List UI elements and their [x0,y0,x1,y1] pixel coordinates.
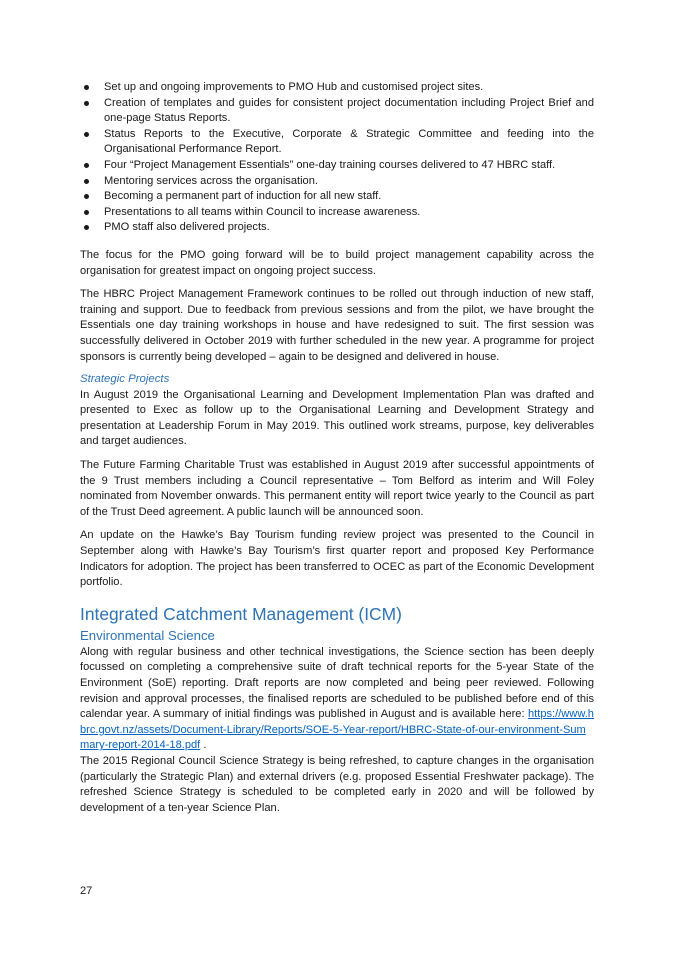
bullet-icon [84,210,89,215]
bullet-text: Set up and ongoing improvements to PMO Hub and customised project sites. [104,81,484,93]
pmo-focus-paragraph: The focus for the PMO going forward will be to build project management capability across the organisation for greatest impact on ongoing project success. [80,248,594,277]
bullet-item [80,220,594,236]
bullet-item [80,205,594,221]
bullet-icon [84,194,89,199]
bullet-icon [84,225,89,230]
bullet-icon [84,179,89,184]
strategic-projects-heading: Strategic Projects [80,373,170,386]
science-soe-paragraph [80,645,594,754]
strategic-tourism-paragraph: An update on the Hawke’s Bay Tourism funding review project was presented to the Council in September along with Hawke’s Bay Tourism’s first quarter report and proposed Key Performance Indicators for adoption. The project has been transferred to OCEC as part of the Economic Development portfolio. [80,529,594,589]
pmo-bullet-list [80,80,594,236]
strategic-learning-paragraph: In August 2019 the Organisational Learning and Development Implementation Plan was drafted and presented to Exec as follow up to the Organisational Learning and Development Strategy and presentation at Leadership Forum in May 2019. This outlined work streams, purpose, key deliverables and target audiences. [80,388,594,448]
bullet-icon [84,132,89,137]
bullet-text: Status Reports to the Executive, Corporate & Strategic Committee and feeding into the Organisational Performance Report. [104,127,594,156]
bullet-text: Presentations to all teams within Council to increase awareness. [104,205,421,218]
bullet-item [80,189,594,205]
science-soe-text: Along with regular business and other technical investigations, the Science section has been deeply focussed on completing a comprehensive suite of draft technical reports for the 5-year State of the Environment (SoE) reporting. Draft reports are now completed and being peer reviewed. Following revision and approval processes, the finalised reports are scheduled to be published before end of this calendar year. A summary of initial findings was published in August and is available here: [80,645,594,721]
environmental-science-heading: Environmental Science [80,627,215,643]
link-suffix: . [200,739,207,752]
bullet-icon [84,163,89,168]
strategic-trust-paragraph: The Future Farming Charitable Trust was established in August 2019 after successful appointments of the 9 Trust members including a Council representative – Tom Belford as interim and Will Foley nominated from November onwards. This permanent entity will report twice yearly to the Council as part of the Trust Deed agreement. A public launch will be announced soon. [80,459,594,518]
bullet-item [80,96,594,127]
bullet-text: Becoming a permanent part of induction for all new staff. [104,190,382,203]
document-page [80,80,594,816]
science-strategy-paragraph: The 2015 Regional Council Science Strategy is being refreshed, to capture changes in the organisation (particularly the Strategic Plan) and external drivers (e.g. proposed Essential Freshwater package). The refreshed Science Strategy is scheduled to be completed early in 2020 and will be followed by development of a ten-year Science Plan. [80,754,594,814]
pmo-framework-paragraph: The HBRC Project Management Framework continues to be rolled out through induction of new staff, training and support. Due to feedback from previous sessions and from the pilot, we have brought the Essentials one day training workshops in house and have redesigned to suit. The first session was successfully delivered in October 2019 with further scheduled in the new year. A programme for project sponsors is currently being developed – again to be designed and delivered in house. [80,288,594,363]
bullet-item [80,127,594,158]
soe-report-link[interactable]: https://www.hbrc.govt.nz/assets/Document-Library/Reports/SOE-5-Year-report/HBRC-State-of-our-environment-Summary-report-2014-18.pdf [80,708,594,752]
bullet-icon [84,101,89,106]
bullet-item [80,80,594,96]
icm-section-heading: Integrated Catchment Management (ICM) [80,603,402,624]
bullet-item [80,174,594,190]
bullet-text: Creation of templates and guides for consistent project documentation including Project Brief and one-page Status Reports. [104,96,594,125]
bullet-text: Mentoring services across the organisation. [104,174,318,187]
bullet-icon [84,85,89,90]
bullet-item [80,158,594,174]
bullet-text: PMO staff also delivered projects. [104,221,270,234]
page-number: 27 [80,885,93,897]
bullet-text: Four “Project Management Essentials” one-day training courses delivered to 47 HBRC staff. [104,158,556,171]
